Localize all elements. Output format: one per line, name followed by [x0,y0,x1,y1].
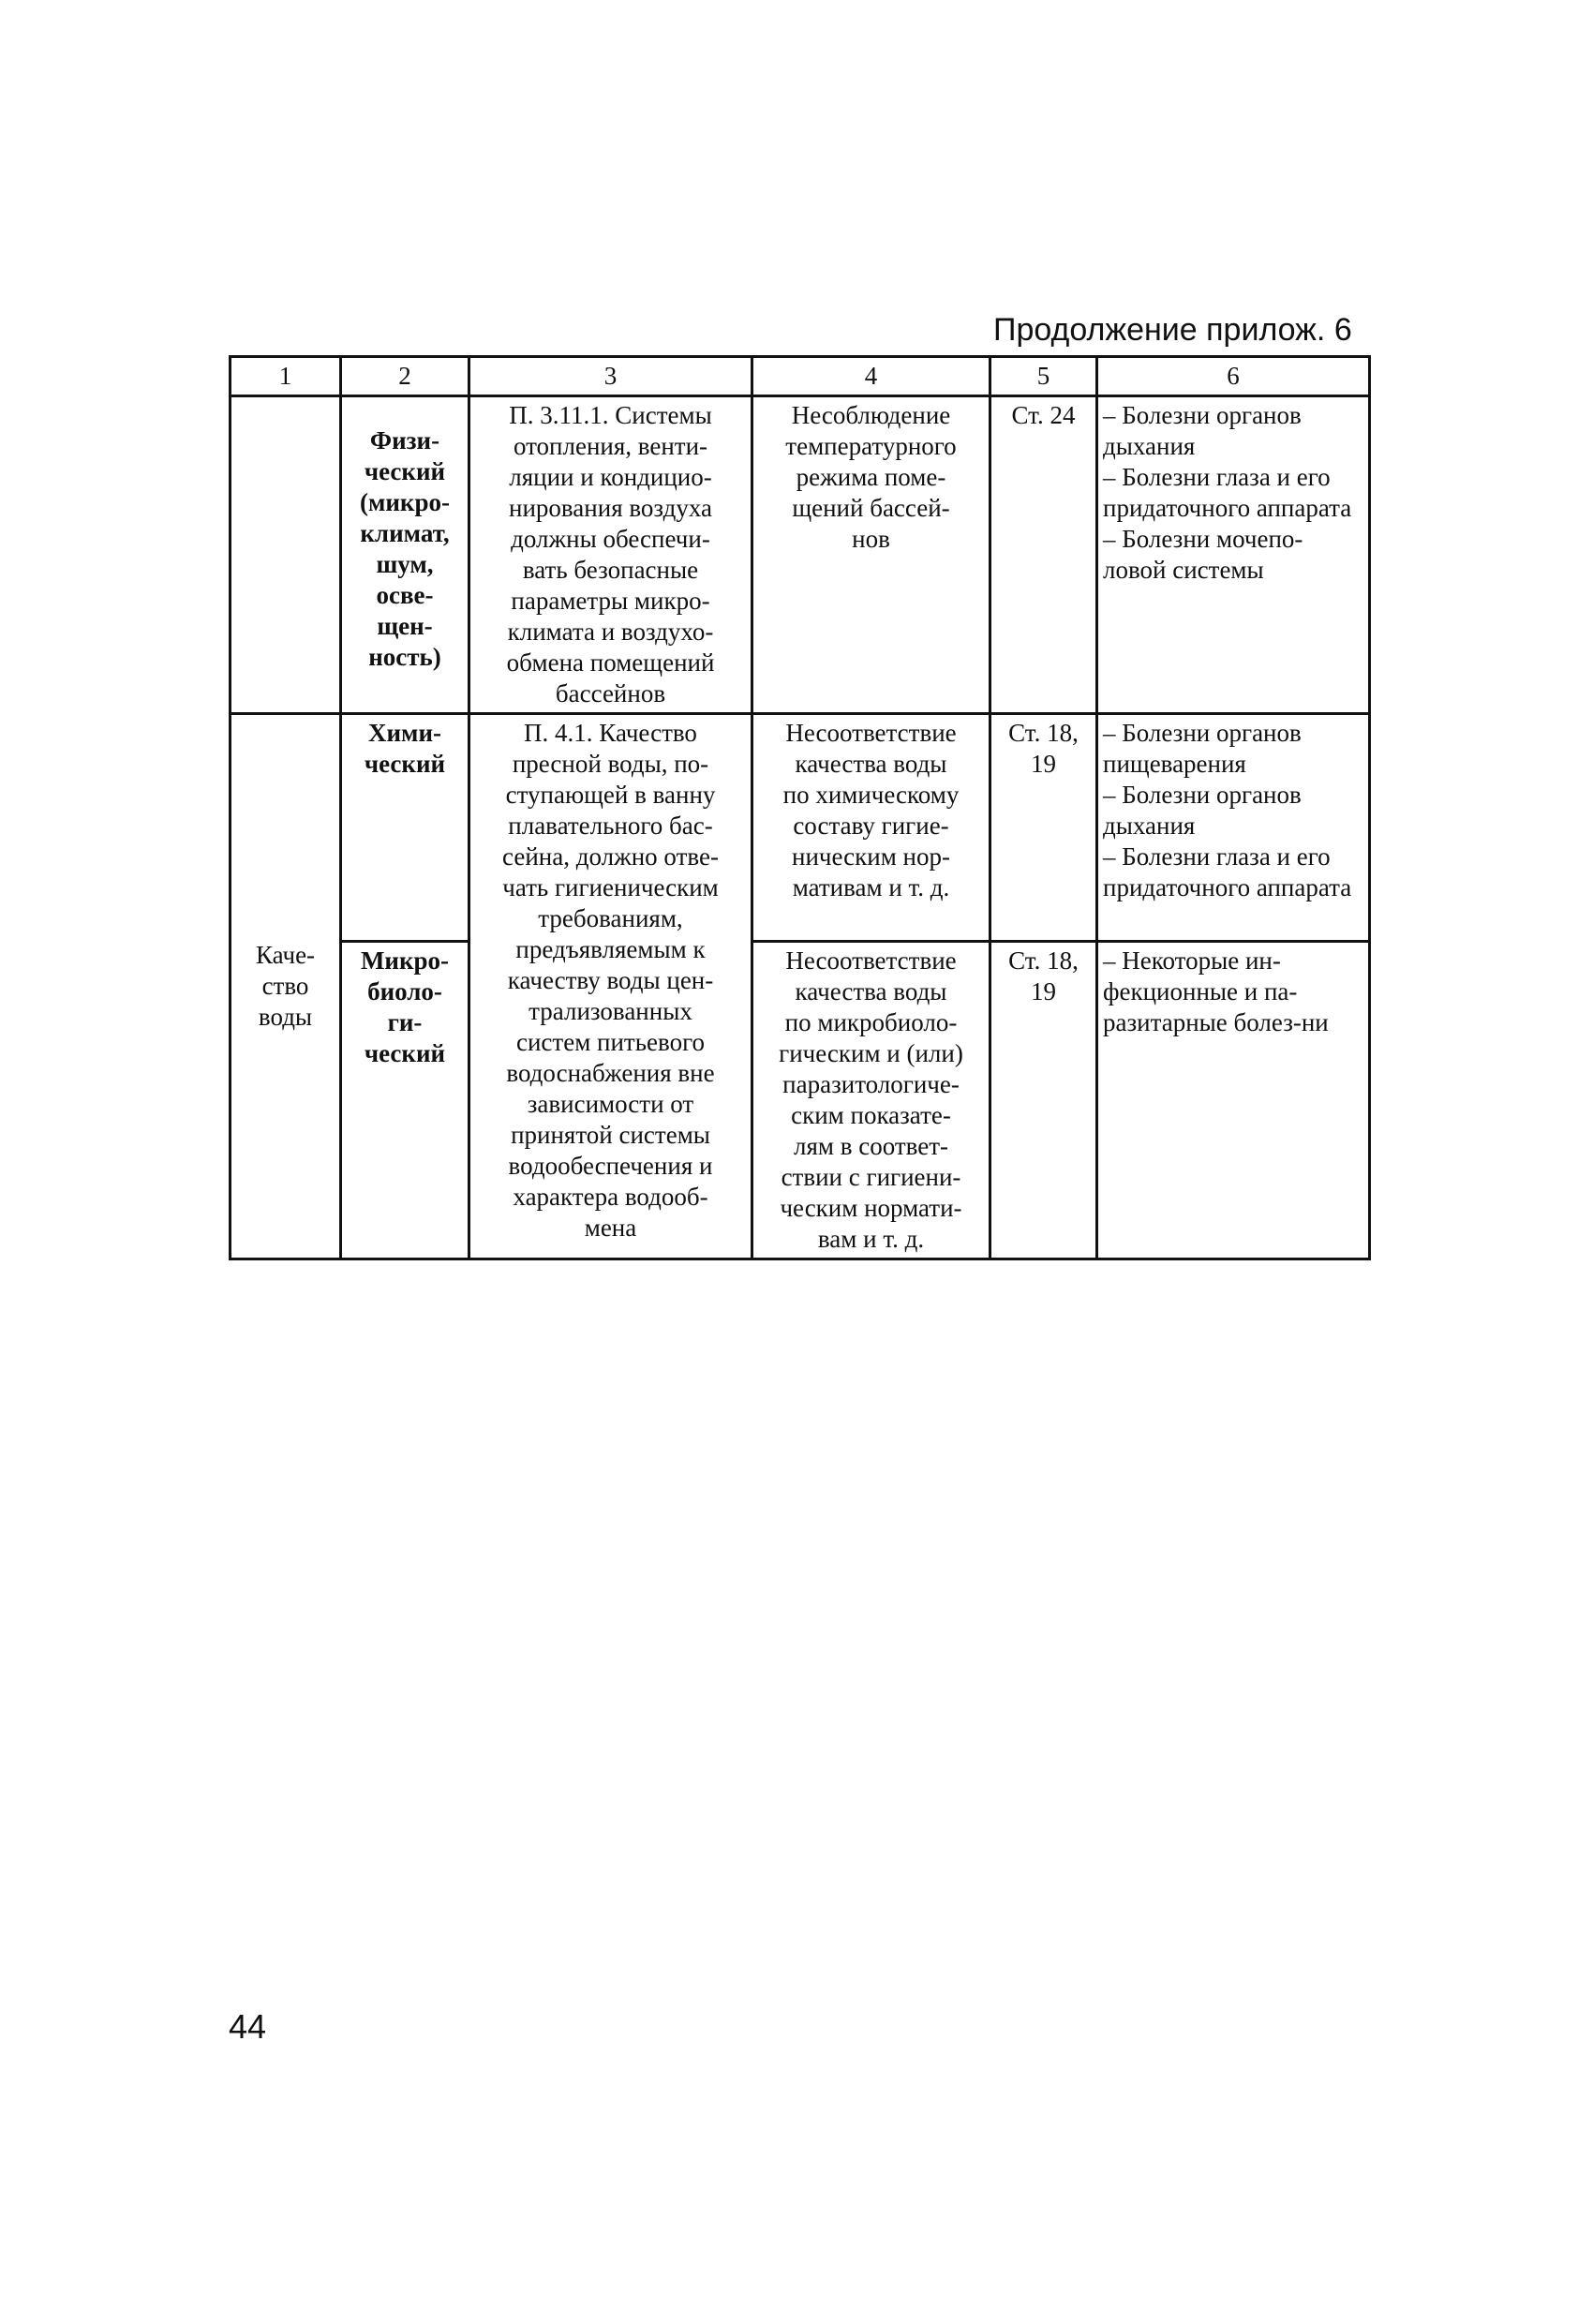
header-col-6: 6 [1097,357,1370,396]
disease-item: – Болезни органов дыхания [1103,781,1302,840]
header-col-4: 4 [752,357,990,396]
article-microbiological: Ст. 18, 19 [990,942,1097,1259]
factor-chemical: Хими- ческий [341,714,469,942]
header-col-1: 1 [231,357,341,396]
empty-cell [231,396,341,714]
requirement-water: П. 4.1. Качество пресной воды, по- ступающей в ванну плавательного бас- сейна, должно отве- чать гигиеническим требованиям, предъявляемым к качеству воды цен- трализованных систем питьевого водоснабжения вне зависимости от принятой системы водообеспечения и характера водооб- мена [469,714,752,1259]
header-col-2: 2 [341,357,469,396]
article-physical: Ст. 24 [990,396,1097,714]
requirement-physical: П. 3.11.1. Системы отопления, венти- ляции и кондицио- нирования воздуха должны обеспечи- вать безопасные параметры микро- климата и воздухо- обмена помещений бассейнов [469,396,752,714]
violation-chemical: Несоответствие качества воды по химическому составу гигие- ническим нор- мативам и т. д. [752,714,990,942]
header-col-5: 5 [990,357,1097,396]
disease-item: – Болезни органов пищеварения [1103,719,1302,778]
disease-item: – Болезни органов дыхания [1103,401,1302,460]
page-number: 44 [229,2007,267,2046]
group-label-water-quality: Каче- ство воды [231,714,341,1259]
continuation-label: Продолжение прилож. 6 [993,312,1352,348]
table-row-microbiological [231,942,1370,1259]
violation-physical: Несоблюдение температурного режима поме- щений бассей- нов [752,396,990,714]
requirements-table [229,355,1371,1260]
table-row-chemical [231,714,1370,942]
diseases-chemical [1097,714,1370,942]
disease-item: – Болезни мочепо-ловой системы [1103,525,1303,584]
diseases-microbiological [1097,942,1370,1259]
table-header-row [231,357,1370,396]
header-col-3: 3 [469,357,752,396]
violation-microbiological: Несоответствие качества воды по микробиоло- гическим и (или) паразитологиче- ским показате- лям в соответ- ствии с гигиени- ческим нормати- вам и т. д. [752,942,990,1259]
disease-item: – Некоторые ин-фекционные и па-разитарные болез-ни [1103,946,1329,1036]
factor-physical: Физи- ческий (микро- климат, шум, осве- щен- ность) [341,396,469,714]
factor-microbiological: Микро- биоло- ги- ческий [341,942,469,1259]
disease-item: – Болезни глаза и его придаточного аппарата [1103,842,1352,901]
diseases-physical [1097,396,1370,714]
article-chemical: Ст. 18, 19 [990,714,1097,942]
table-row-physical [231,396,1370,714]
disease-item: – Болезни глаза и его придаточного аппарата [1103,463,1352,522]
